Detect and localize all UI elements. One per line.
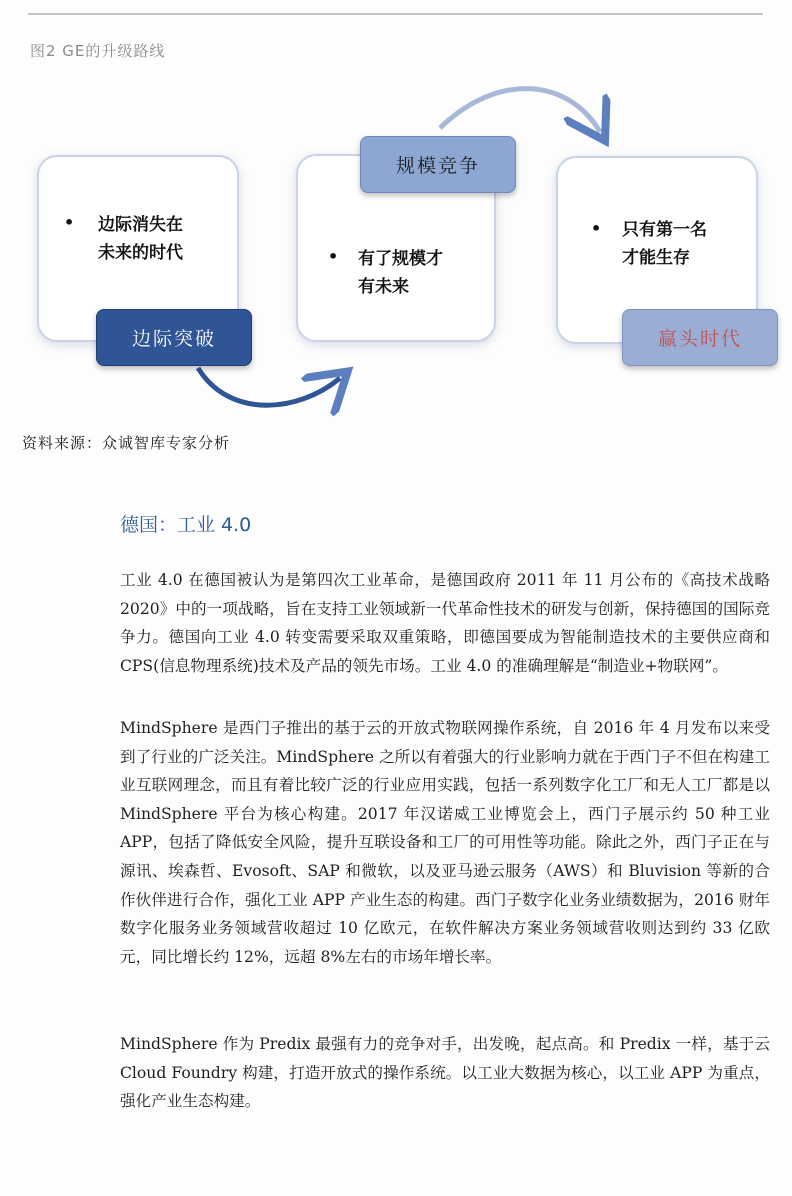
stage-3-text xyxy=(622,216,707,272)
stage-1-text xyxy=(98,211,183,267)
bullet-3: • xyxy=(591,219,602,238)
stage-3-tag: 赢头时代 xyxy=(622,309,778,366)
bullet-1: • xyxy=(64,213,75,232)
paragraph-3: MindSphere 作为 Predix 最强有力的竞争对手，出发晚，起点高。和 Predix 一样，基于云 Cloud Foundry 构建，打造开放式的操作系统。以工业大数据为核心，以工业 APP 为重点，强化产业生态构建。 xyxy=(120,1035,770,1111)
paragraph-1: 工业 4.0 在德国被认为是第四次工业革命，是德国政府 2011 年 11 月公布的《高技术战略 2020》中的一项战略，旨在支持工业领域新一代革命性技术的研发与创新，保持德国的国际竞争力。德国向工业 4.0 转变需要采取双重策略，即德国要成为智能制造技术的主要供应商和 CPS(信息物理系统)技术及产品的领先市场。工业 4.0 的准确理解是“制造业+物联网”。 xyxy=(120,571,770,675)
paragraph-2: MindSphere 是西门子推出的基于云的开放式物联网操作系统，自 2016 年 4 月发布以来受到了行业的广泛关注。MindSphere 之所以有着强大的行业影响力就在于西门子不但在构建工业互联网理念，而且有着比较广泛的行业应用实践，包括一系列数字化工厂和无人工厂都是以 MindSphere 平台为核心构建。2017 年汉诺威工业博览会上，西门子展示约 50 种工业 APP，包括了降低安全风险，提升互联设备和工厂的可用性等功能。除此之外，西门子正在与源讯、埃森哲、Evosoft、SAP 和微软，以及亚马逊云服务（AWS）和 Bluvision 等新的合作伙伴进行合作，强化工业 APP 产业生态的构建。西门子数字化业务业绩数据为，2016 财年数字化服务业务领域营收超过 10 亿欧元，在软件解决方案业务领域营收则达到约 33 亿欧元，同比增长约 12%，远超 8%左右的市场年增长率。 xyxy=(120,719,770,966)
stage-2-text xyxy=(358,245,443,301)
stage-1-line-1: 边际消失在 xyxy=(98,215,183,235)
stage-3-line-2: 才能生存 xyxy=(622,248,690,268)
stage-2-line-2: 有未来 xyxy=(358,277,409,297)
arrow-upper xyxy=(440,89,600,132)
stage-2-tag: 规模竞争 xyxy=(360,136,516,193)
bullet-2: • xyxy=(328,247,339,266)
section-heading: 德国：工业 4.0 xyxy=(120,514,252,536)
stage-1-line-2: 未来的时代 xyxy=(98,243,183,263)
stage-3-line-1: 只有第一名 xyxy=(622,220,707,240)
stage-2-line-1: 有了规模才 xyxy=(358,249,443,269)
stage-1-tag: 边际突破 xyxy=(96,309,252,366)
figure-title: 图2 GE的升级路线 xyxy=(30,42,166,60)
arrow-lower xyxy=(198,368,340,405)
figure-source: 资料来源：众诚智库专家分析 xyxy=(22,434,231,452)
